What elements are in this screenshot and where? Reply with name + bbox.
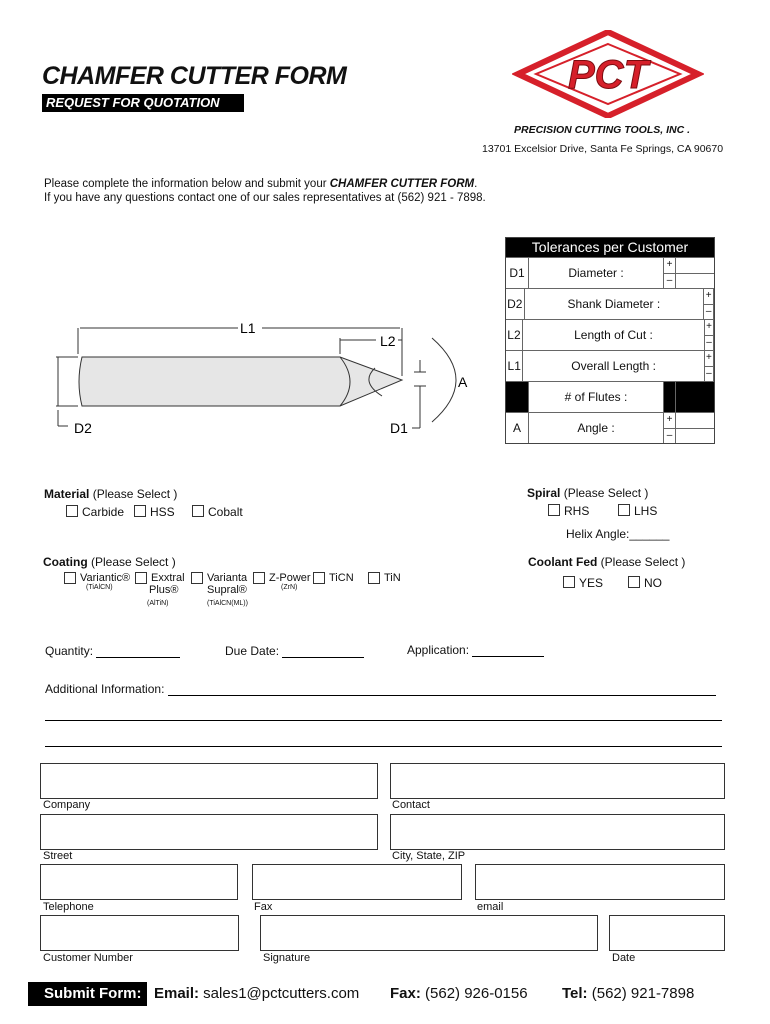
- tolerances-title: Tolerances per Customer: [506, 238, 714, 257]
- chamfer-cutter-diagram: [40, 310, 480, 440]
- diagram-label-d1: D1: [390, 420, 408, 436]
- coating-option-varianta[interactable]: Varianta Supral® (TiAlCN(ML)): [191, 572, 248, 607]
- tolerance-row-l1: [506, 350, 714, 381]
- street-label: Street: [43, 850, 73, 862]
- additional-info-field[interactable]: Additional Information:: [45, 682, 716, 696]
- street-input[interactable]: [40, 814, 378, 850]
- tolerance-name: Overall Length :: [523, 351, 704, 381]
- tolerance-name: Shank Diameter :: [525, 289, 705, 319]
- tolerance-row-angle: [506, 412, 714, 443]
- footer-tel: Tel: (562) 921-7898: [562, 985, 695, 1002]
- coating-exxtral-line2: Plus®: [149, 584, 179, 596]
- plus-sign: +: [664, 413, 675, 429]
- spiral-option-lhs[interactable]: LHS: [618, 504, 657, 518]
- plus-sign: +: [664, 258, 675, 274]
- coating-option-ticn[interactable]: TiCN: [313, 572, 354, 584]
- checkbox: [253, 572, 265, 584]
- tolerance-code: D1: [506, 258, 529, 288]
- coating-zpower-sub: (ZrN): [281, 584, 298, 591]
- additional-info-line-2[interactable]: [45, 720, 722, 721]
- plus-sign: +: [704, 289, 713, 305]
- application-field[interactable]: Application:: [407, 643, 544, 657]
- company-input[interactable]: [40, 763, 378, 799]
- tolerance-value-angle[interactable]: [676, 413, 714, 443]
- checkbox: [313, 572, 325, 584]
- logo-text: PCT: [568, 53, 648, 97]
- minus-sign: –: [706, 367, 712, 379]
- coolant-option-no[interactable]: NO: [628, 576, 662, 590]
- email-input[interactable]: [475, 864, 725, 900]
- telephone-label: Telephone: [43, 901, 94, 913]
- tolerance-code: [506, 382, 529, 412]
- footer-email[interactable]: Email: sales1@pctcutters.com: [154, 985, 360, 1002]
- checkbox: [563, 576, 575, 588]
- checkbox: [628, 576, 640, 588]
- minus-sign: –: [666, 274, 673, 286]
- additional-info-line-3[interactable]: [45, 746, 722, 747]
- footer: [28, 982, 768, 1006]
- email-label: email: [477, 901, 504, 913]
- diagram-label-l1: L1: [240, 320, 256, 336]
- form-subtitle: REQUEST FOR QUOTATION: [42, 94, 244, 112]
- tolerance-row-d1: [506, 257, 714, 288]
- material-option-hss[interactable]: HSS: [134, 505, 175, 519]
- spiral-option-rhs[interactable]: RHS: [548, 504, 589, 518]
- quantity-field[interactable]: Quantity:: [45, 644, 180, 658]
- tolerance-name: # of Flutes :: [529, 382, 664, 412]
- fax-label: Fax: [254, 901, 273, 913]
- company-label: Company: [43, 799, 91, 811]
- coating-varianta-line2: Supral®: [207, 584, 247, 596]
- customer-number-input[interactable]: [40, 915, 239, 951]
- material-option-carbide[interactable]: Carbide: [66, 505, 124, 519]
- tolerance-code: L1: [506, 351, 523, 381]
- helix-angle-field[interactable]: Helix Angle:______: [566, 527, 670, 541]
- intro-line1-prefix: Please complete the information below and submit your: [44, 178, 330, 190]
- tolerances-table: [505, 237, 715, 444]
- coating-option-tin[interactable]: TiN: [368, 572, 401, 584]
- coating-option-exxtral[interactable]: Exxtral Plus® (AlTiN): [135, 572, 185, 607]
- material-option-cobalt[interactable]: Cobalt: [192, 505, 243, 519]
- material-label: Material (Please Select ): [44, 487, 178, 501]
- company-name: PRECISION CUTTING TOOLS, INC .: [514, 124, 690, 136]
- minus-sign: –: [705, 305, 712, 317]
- checkbox: [135, 572, 147, 584]
- intro-line1-bold: CHAMFER CUTTER FORM: [329, 178, 475, 190]
- coolant-label: Coolant Fed (Please Select ): [528, 555, 686, 569]
- checkbox: [548, 504, 560, 516]
- tolerance-name: Length of Cut :: [523, 320, 705, 350]
- telephone-input[interactable]: [40, 864, 238, 900]
- customer-number-label: Customer Number: [43, 952, 133, 964]
- due-date-field[interactable]: Due Date:: [225, 644, 364, 658]
- checkbox: [192, 505, 204, 517]
- footer-fax: Fax: (562) 926-0156: [390, 985, 528, 1002]
- tolerance-row-flutes: [506, 381, 714, 412]
- tolerance-value-flutes[interactable]: [676, 382, 714, 412]
- coating-option-variantic[interactable]: Variantic® (TiAlCN): [64, 572, 130, 591]
- company-address: 13701 Excelsior Drive, Santa Fe Springs, CA 90670: [482, 143, 724, 155]
- form-title: CHAMFER CUTTER FORM: [42, 62, 347, 90]
- checkbox: [368, 572, 380, 584]
- contact-input[interactable]: [390, 763, 725, 799]
- tolerance-name: Diameter :: [529, 258, 664, 288]
- checkbox: [66, 505, 78, 517]
- diagram-label-d2: D2: [74, 420, 92, 436]
- date-label: Date: [612, 952, 636, 964]
- intro-line1-suffix: .: [474, 178, 478, 190]
- signature-input[interactable]: [260, 915, 598, 951]
- coating-exxtral-sub: (AlTiN): [147, 600, 169, 607]
- diagram-label-l2: L2: [380, 333, 396, 349]
- city-state-zip-input[interactable]: [390, 814, 725, 850]
- city-state-zip-label: City, State, ZIP: [392, 850, 466, 862]
- checkbox: [134, 505, 146, 517]
- tolerance-code: L2: [506, 320, 523, 350]
- coating-option-zpower[interactable]: Z-Power (ZrN): [253, 572, 311, 591]
- coolant-option-yes[interactable]: YES: [563, 576, 603, 590]
- submit-form-button[interactable]: Submit Form:: [28, 982, 147, 1006]
- tolerance-row-l2: [506, 319, 714, 350]
- coating-varianta-sub: (TiAlCN(ML)): [207, 600, 248, 607]
- spiral-label: Spiral (Please Select ): [527, 486, 649, 500]
- checkbox: [191, 572, 203, 584]
- coating-variantic-sub: (TiAlCN): [86, 584, 113, 591]
- minus-sign: –: [706, 336, 712, 348]
- contact-label: Contact: [392, 799, 430, 811]
- tolerance-code: D2: [506, 289, 525, 319]
- tolerance-row-d2: [506, 288, 714, 319]
- minus-sign: –: [666, 429, 673, 441]
- tolerance-code: A: [506, 413, 529, 443]
- tolerance-value-d1[interactable]: [676, 258, 714, 288]
- date-input[interactable]: [609, 915, 725, 951]
- plus-sign: +: [705, 320, 713, 336]
- diagram-label-a: A: [458, 374, 468, 390]
- coating-label: Coating (Please Select ): [43, 555, 176, 569]
- checkbox: [64, 572, 76, 584]
- plus-sign: +: [705, 351, 713, 367]
- checkbox: [618, 504, 630, 516]
- signature-label: Signature: [263, 952, 311, 964]
- tolerance-name: Angle :: [529, 413, 664, 443]
- pct-logo: [512, 30, 704, 118]
- fax-input[interactable]: [252, 864, 462, 900]
- intro-line2: If you have any questions contact one of our sales representatives at (562) 921 - 7898.: [44, 192, 486, 204]
- intro-text: [44, 177, 486, 205]
